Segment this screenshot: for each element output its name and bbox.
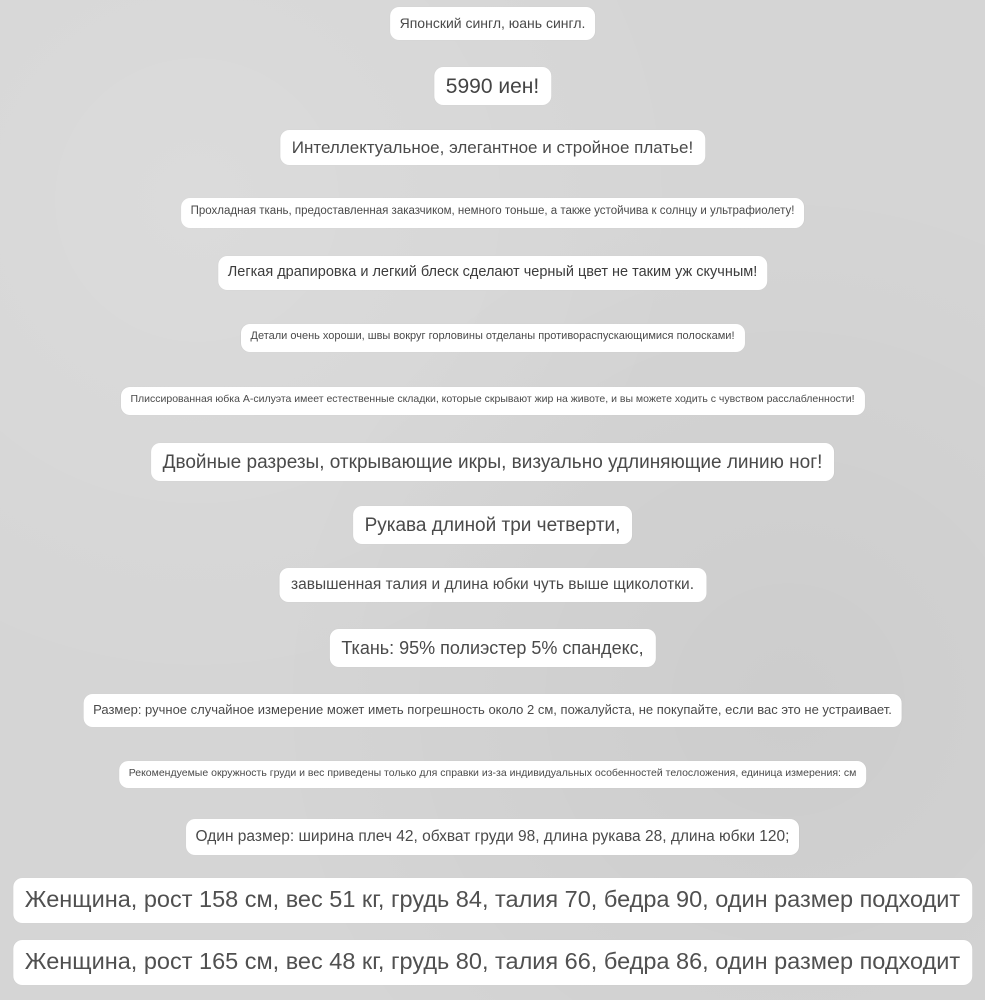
text-line-headline: Интеллектуальное, элегантное и стройное платье! xyxy=(280,130,705,165)
text-line-waist: завышенная талия и длина юбки чуть выше щиколотки. xyxy=(279,568,706,602)
text-line-composition: Ткань: 95% полиэстер 5% спандекс, xyxy=(329,629,655,667)
text-line-price: 5990 иен! xyxy=(434,67,551,105)
text-line-skirt: Плиссированная юбка А-силуэта имеет естественные складки, которые скрывают жир на животе, и вы можете ходить с чувством расслабленности! xyxy=(120,387,864,415)
text-line-fabric-note: Прохладная ткань, предоставленная заказчиком, немного тоньше, а также устойчива к солнцу и ультрафиолету! xyxy=(181,198,805,228)
text-line-sleeves: Рукава длиной три четверти, xyxy=(353,506,633,544)
text-line-model-1: Женщина, рост 158 см, вес 51 кг, грудь 84, талия 70, бедра 90, один размер подходит xyxy=(13,878,972,923)
text-line-origin: Японский сингл, юань сингл. xyxy=(390,7,596,40)
text-line-model-2: Женщина, рост 165 см, вес 48 кг, грудь 80, талия 66, бедра 86, один размер подходит xyxy=(13,940,972,985)
text-line-details: Детали очень хороши, швы вокруг горловины отделаны противораспускающимися полосками! xyxy=(240,324,744,352)
text-line-drape: Легкая драпировка и легкий блеск сделают черный цвет не таким уж скучным! xyxy=(218,256,768,290)
text-line-reference: Рекомендуемые окружность груди и вес приведены только для справки из-за индивидуальных особенностей телосложения, единица измерения: см xyxy=(119,761,867,788)
text-line-size-note: Размер: ручное случайное измерение может иметь погрешность около 2 см, пожалуйста, не покупайте, если вас это не устраивает. xyxy=(83,694,902,727)
text-line-slits: Двойные разрезы, открывающие икры, визуально удлиняющие линию ног! xyxy=(151,443,835,481)
text-line-measurements: Один размер: ширина плеч 42, обхват груди 98, длина рукава 28, длина юбки 120; xyxy=(186,819,800,855)
